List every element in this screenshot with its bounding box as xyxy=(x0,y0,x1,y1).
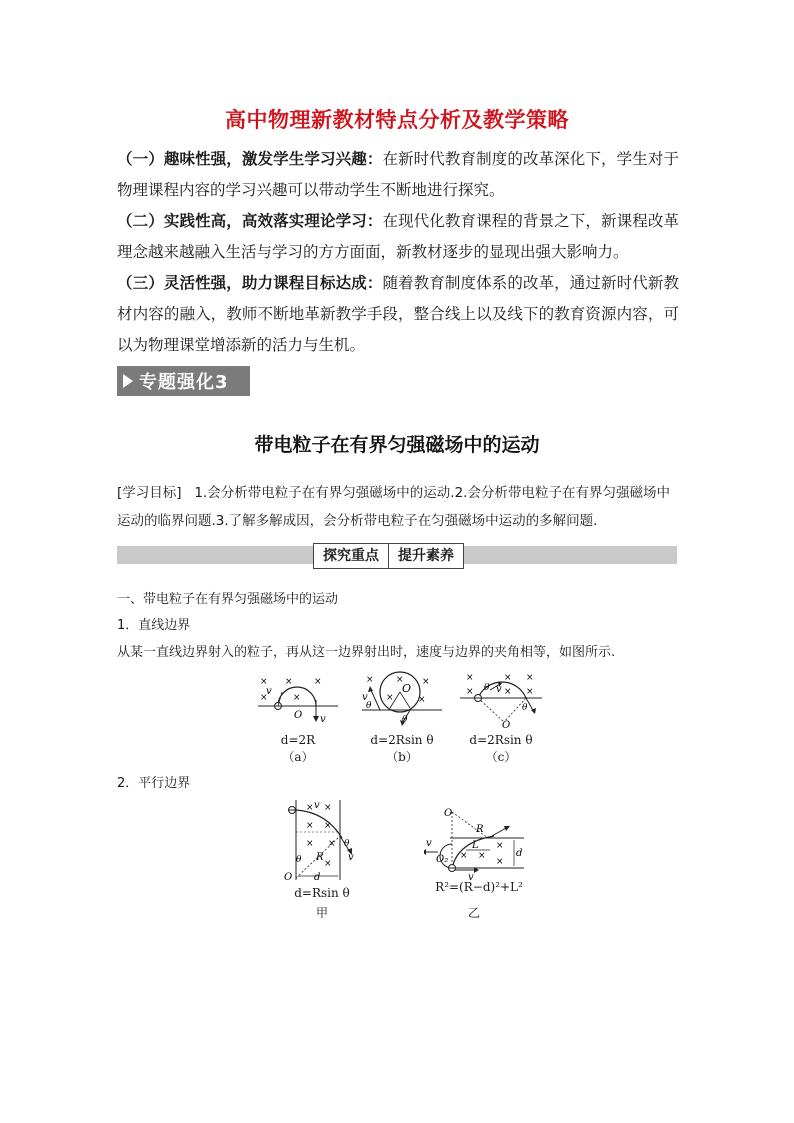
fig-b-theta: θ xyxy=(366,701,372,711)
fig-jia-cross-4: × xyxy=(324,821,332,831)
paragraph-3-heading: （三）灵活性强，助力课程目标达成： xyxy=(117,274,383,292)
fig-c-cross-1: × xyxy=(466,673,474,683)
fig-jia-R: R xyxy=(316,852,324,863)
fig-yi-R: R xyxy=(476,824,484,835)
item-heading-2: 2．平行边界 xyxy=(117,776,191,791)
figure-b-label: （b） xyxy=(386,750,418,764)
fig-yi-cross-2: × xyxy=(478,851,486,861)
fig-c-cross-2: × xyxy=(504,673,512,683)
fig-yi-cross-1: × xyxy=(460,851,468,861)
fig-b-O: O xyxy=(402,682,412,695)
figure-b xyxy=(362,670,442,728)
fig-yi-v-left: v xyxy=(426,838,432,849)
fig-c-cross-3: × xyxy=(526,673,534,683)
fig-a-cross-2: × xyxy=(285,677,293,687)
learning-goals-label: [学习目标] xyxy=(117,485,182,501)
fig-c-theta: θ xyxy=(484,683,490,693)
fig-jia-cross-2: × xyxy=(324,803,332,813)
paragraph-2 xyxy=(117,206,679,268)
paragraph-3 xyxy=(117,268,679,361)
fig-a-cross-4: × xyxy=(260,693,268,703)
fig-jia-cross-7: × xyxy=(324,859,332,869)
fig-b-theta-2: θ xyxy=(402,715,408,725)
fig-jia-v-out: v xyxy=(348,852,354,863)
fig-yi-cross-3: × xyxy=(496,841,504,851)
fig-a-O: O xyxy=(294,710,303,721)
figure-a xyxy=(258,670,338,728)
figure-c-label: （c） xyxy=(485,750,517,764)
fig-yi-L: L xyxy=(472,840,479,851)
section-bar-left: 探究重点 xyxy=(323,548,379,564)
fig-b-cross-3: × xyxy=(422,677,430,687)
fig-c-O: O xyxy=(502,720,511,728)
fig-b-v: v xyxy=(362,692,368,703)
figure-jia-label: 甲 xyxy=(315,906,328,920)
fig-jia-cross-1: × xyxy=(306,803,314,813)
fig-a-cross-1: × xyxy=(260,677,268,687)
paragraph-3-text: 随着教育制度体系的改革，通过新时代新教材内容的融入，教师不断地革新教学手段，整合线上以及线下的教育资源内容，可以为物理课堂增添新的活力与生机。 xyxy=(117,274,679,354)
paragraph-2-heading: （二）实践性高，高效落实理论学习： xyxy=(117,212,383,230)
section-title: 带电粒子在有界匀强磁场中的运动 xyxy=(254,434,540,456)
fig-jia-theta-2: θ xyxy=(344,839,350,849)
paragraph-2-text: 在现代化教育课程的背景之下，新课程改革理念越来越融入生活与学习的方方面面，新教材逐步的显现出强大影响力。 xyxy=(117,212,679,261)
figure-a-label: （a） xyxy=(282,750,314,764)
fig-c-cross-6: × xyxy=(526,687,534,697)
topic-banner xyxy=(117,366,250,396)
item-description-1: 从某一直线边界射入的粒子，再从这一边界射出时，速度与边界的夹角相等，如图所示. xyxy=(117,645,616,660)
fig-yi-O: O xyxy=(444,808,453,819)
play-triangle-icon xyxy=(123,374,133,388)
item-heading-1: 1．直线边界 xyxy=(117,618,191,633)
paragraph-1-heading: （一）趣味性强，激发学生学习兴趣： xyxy=(117,150,383,168)
section-bar-right: 提升素养 xyxy=(388,544,463,568)
figure-yi-formula: R²=(R−d)²+L² xyxy=(435,880,523,894)
figure-yi xyxy=(424,806,524,882)
learning-goals-text: 1.会分析带电粒子在有界匀强磁场中的运动.2.会分析带电粒子在有界匀强磁场中运动的临界问题.3.了解多解成因，会分析带电粒子在匀强磁场中运动的多解问题. xyxy=(117,485,670,529)
fig-b-cross-2: × xyxy=(396,675,404,685)
main-title: 高中物理新教材特点分析及教学策略 xyxy=(225,108,569,132)
figure-a-formula: d=2R xyxy=(280,733,316,747)
fig-a-cross-5: × xyxy=(293,693,301,703)
fig-jia-v-top: v xyxy=(314,800,320,811)
fig-jia-cross-3: × xyxy=(306,821,314,831)
fig-c-cross-5: × xyxy=(504,687,512,697)
topic-banner-label: 专题强化3 xyxy=(139,372,229,393)
fig-c-cross-4: × xyxy=(466,687,474,697)
fig-b-cross-1: × xyxy=(366,675,374,685)
fig-jia-theta: θ xyxy=(296,855,302,865)
paragraph-1 xyxy=(117,144,679,206)
figure-yi-label: 乙 xyxy=(467,906,480,920)
learning-goals xyxy=(117,479,679,535)
fig-jia-cross-6: × xyxy=(328,839,336,849)
fig-yi-d: d xyxy=(516,848,523,859)
section-bar-box xyxy=(313,543,464,569)
paragraph-1-text: 在新时代教育制度的改革深化下，学生对于物理课程内容的学习兴趣可以带动学生不断地进行探究。 xyxy=(117,150,679,199)
fig-jia-cross-5: × xyxy=(306,839,314,849)
fig-a-cross-3: × xyxy=(314,677,322,687)
fig-b-cross-4: × xyxy=(386,693,394,703)
figure-jia-formula: d=Rsin θ xyxy=(294,886,350,900)
fig-a-v-in: v xyxy=(266,686,272,697)
fig-jia-O: O xyxy=(284,872,293,882)
fig-b-cross-5: × xyxy=(418,695,426,705)
fig-a-v-out: v xyxy=(320,714,326,725)
fig-c-theta-2: θ xyxy=(522,703,528,713)
fig-c-v: v xyxy=(496,684,502,695)
fig-yi-O2: O₂ xyxy=(436,854,449,865)
figure-c xyxy=(460,670,542,728)
figure-b-formula: d=2Rsin θ xyxy=(370,733,434,747)
fig-jia-d: d xyxy=(314,872,321,882)
figure-c-formula: d=2Rsin θ xyxy=(469,733,533,747)
fig-yi-cross-4: × xyxy=(496,857,504,867)
section-heading-1: 一、带电粒子在有界匀强磁场中的运动 xyxy=(117,592,339,607)
figure-jia xyxy=(282,800,362,882)
fig-yi-v-bottom: v xyxy=(468,872,474,882)
